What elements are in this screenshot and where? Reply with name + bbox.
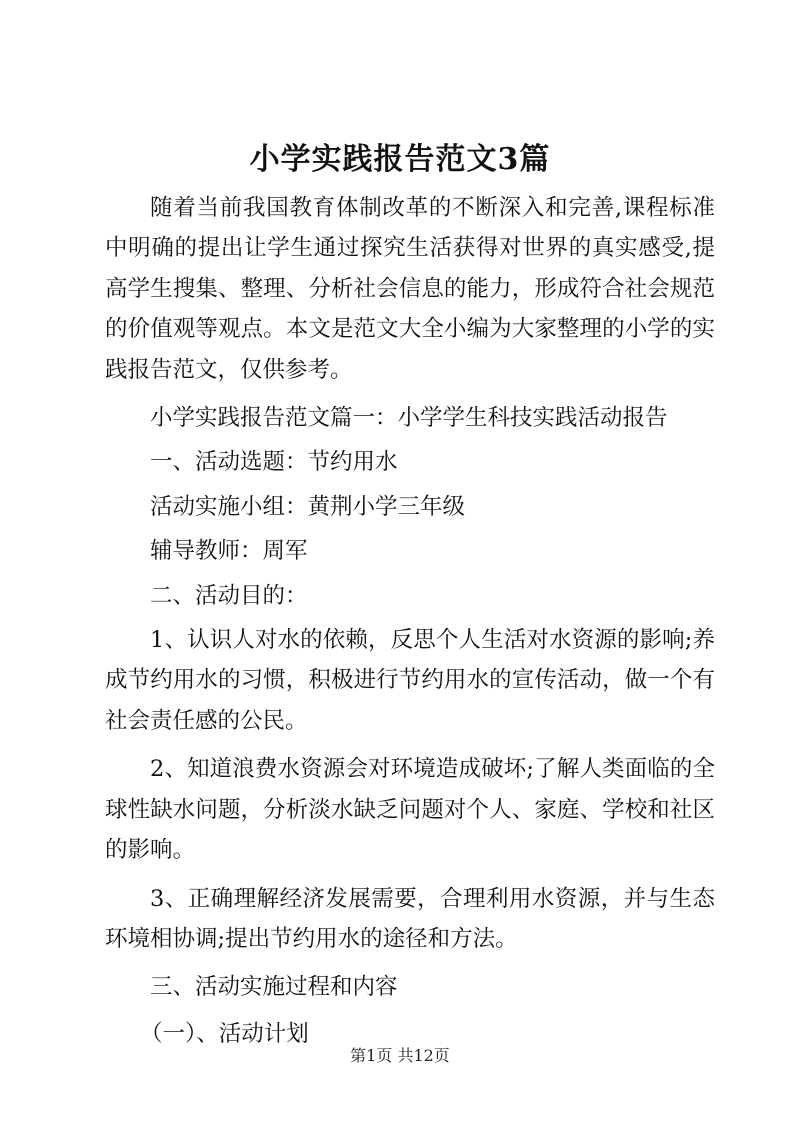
activity-topic: 一、活动选题：节约用水 (150, 449, 398, 476)
section-heading-article-one: 小学实践报告范文篇一：小学学生科技实践活动报告 (150, 405, 668, 432)
page-number-label: 第1页 共12页 (350, 1046, 450, 1065)
document-body (105, 188, 715, 1062)
document-title: 小学实践报告范文3篇 (249, 142, 551, 177)
purpose-item-3: 3、正确理解经济发展需要，合理利用水资源，并与生态环境相协调;提出节约用水的途径和方法。 (105, 885, 715, 952)
intro-paragraph: 随着当前我国教育体制改革的不断深入和完善,课程标准中明确的提出让学生通过探究生活获得对世界的真实感受,提高学生搜集、整理、分析社会信息的能力，形成符合社会规范的价值观等观点。本文是范文大全小编为大家整理的小学的实践报告范文，仅供参考。 (105, 195, 715, 383)
advisor-teacher: 辅导教师：周军 (150, 538, 308, 565)
activity-group: 活动实施小组：黄荆小学三年级 (150, 493, 466, 520)
activity-purpose-heading: 二、活动目的： (150, 582, 308, 609)
activity-plan-heading: （一）、活动计划 (140, 1020, 309, 1047)
page-footer (0, 1046, 800, 1066)
purpose-item-1: 1、认识人对水的依赖，反思个人生活对水资源的影响;养成节约用水的习惯，积极进行节约用水的宣传活动，做一个有社会责任感的公民。 (105, 627, 715, 734)
activity-process-heading: 三、活动实施过程和内容 (150, 974, 398, 1001)
purpose-item-2: 2、知道浪费水资源会对环境造成破坏;了解人类面临的全球性缺水问题，分析淡水缺乏问题对个人、家庭、学校和社区的影响。 (105, 756, 715, 864)
